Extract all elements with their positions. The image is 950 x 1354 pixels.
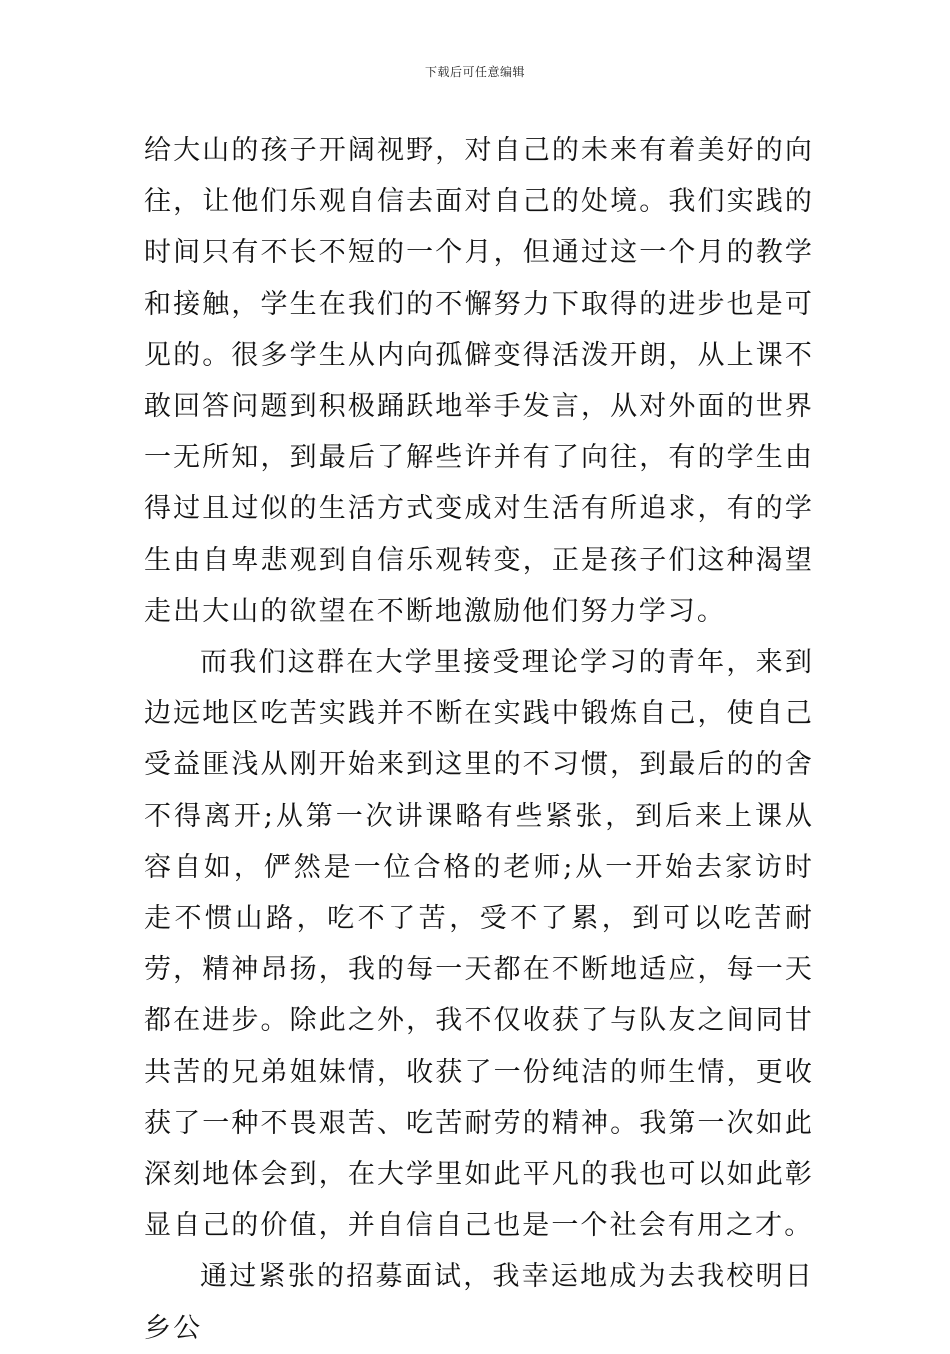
paragraph: 而我们这群在大学里接受理论学习的青年，来到边远地区吃苦实践并不断在实践中锻炼自己，使自己受益匪浅从刚开始来到这里的不习惯，到最后的的舍不得离开;从第一次讲课略有些紧张，到后来上课从容自如，俨然是一位合格的老师;从一开始去家访时走不惯山路，吃不了苦，受不了累，到可以吃苦耐劳，精神昂扬，我的每一天都在不断地适应，每一天都在进步。除此之外，我不仅收获了与队友之间同甘共苦的兄弟姐妹情，收获了一份纯洁的师生情，更收获了一种不畏艰苦、吃苦耐劳的精神。我第一次如此深刻地体会到，在大学里如此平凡的我也可以如此彰显自己的价值，并自信自己也是一个社会有用之才。 — [144, 647, 814, 1242]
page-header: 下载后可任意编辑 — [424, 65, 525, 79]
paragraph: 给大山的孩子开阔视野，对自己的未来有着美好的向往，让他们乐观自信去面对自己的处境。我们实践的时间只有不长不短的一个月，但通过这一个月的教学和接触，学生在我们的不懈努力下取得的进步也是可见的。很多学生从内向孤僻变得活泼开朗，从上课不敢回答问题到积极踊跃地举手发言，从对外面的世界一无所知，到最后了解些许并有了向往，有的学生由得过且过似的生活方式变成对生活有所追求，有的学生由自卑悲观到自信乐观转变，正是孩子们这种渴望走出大山的欲望在不断地激励他们努力学习。 — [144, 135, 814, 627]
paragraph: 通过紧张的招募面试，我幸运地成为去我校明日乡公 — [144, 1261, 814, 1344]
document-body — [144, 125, 814, 1354]
